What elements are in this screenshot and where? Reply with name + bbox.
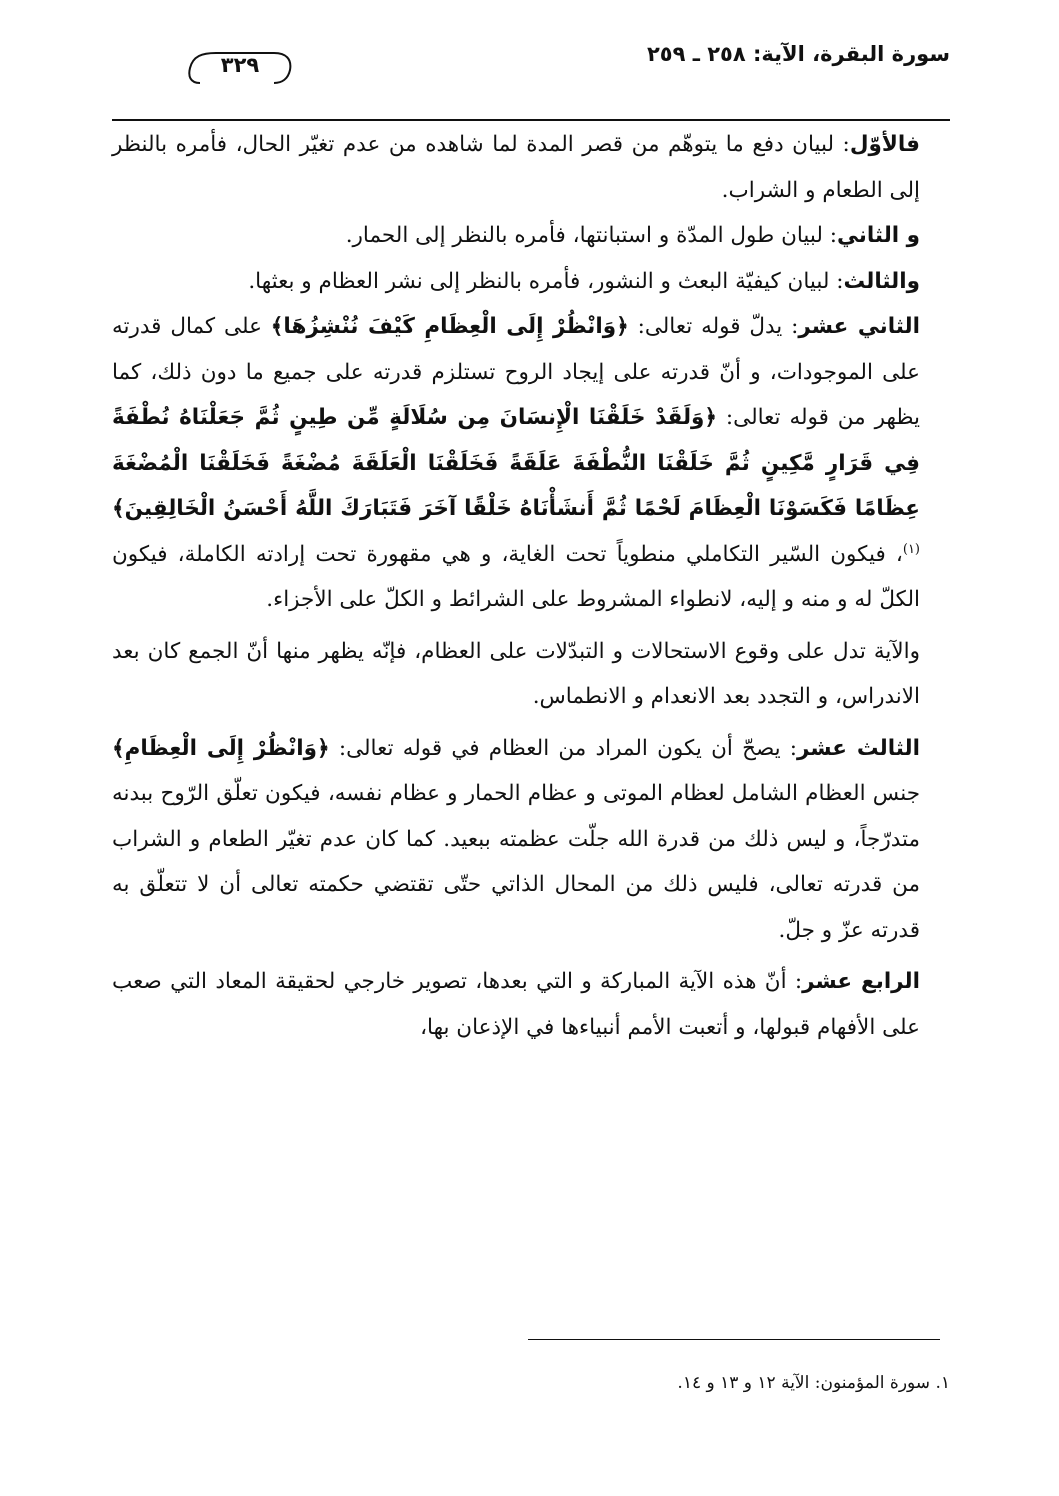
paragraph-lead: فالأوّل bbox=[849, 132, 920, 157]
paragraph-thirteenth bbox=[112, 726, 950, 954]
paragraph-verse-note bbox=[112, 629, 950, 720]
paragraph-text: والآية تدل على وقوع الاستحالات و التبدّلات على العظام، فإنّه يظهر منها أنّ الجمع كان بعد الاندراس، و التجدد بعد الانعدام و الانطماس. bbox=[112, 638, 920, 709]
paragraph-text: : لبيان كيفيّة البعث و النشور، فأمره بالنظر إلى نشر العظام و بعثها. bbox=[248, 268, 844, 294]
paragraph-third bbox=[112, 259, 950, 305]
quran-quote: ﴿وَانْظُرْ إِلَى الْعِظَامِ﴾ bbox=[112, 735, 330, 761]
paragraph-text: : أنّ هذه الآية المباركة و التي بعدها، تصوير خارجي لحقيقة المعاد التي صعب على الأفهام قبولها، و أتعبت الأمم أنبياءها في الإذعان بها، bbox=[112, 969, 920, 1040]
paragraph-lead: الثاني عشر bbox=[798, 314, 920, 339]
paragraph-text: : لبيان طول المدّة و استبانتها، فأمره بالنظر إلى الحمار. bbox=[345, 223, 838, 248]
paragraph-first bbox=[112, 122, 950, 213]
paragraph-lead: و الثاني bbox=[837, 223, 920, 248]
page-number-badge bbox=[186, 50, 294, 86]
paragraph-text: على كمال قدرته على الموجودات، و أنّ قدرته على إيجاد الروح تستلزم قدرته على جميع ما دون ذلك، كما يظهر من قوله تعالى: bbox=[112, 314, 920, 430]
paragraph-lead: الرابع عشر bbox=[802, 969, 921, 994]
page-header bbox=[112, 40, 950, 84]
paragraph-text: : يدلّ قوله تعالى: bbox=[628, 314, 799, 339]
paragraph-lead: الثالث عشر bbox=[797, 735, 920, 761]
paragraph-lead: والثالث bbox=[843, 268, 920, 294]
paragraph-text: ، فيكون السّير التكاملي منطوياً تحت الغاية، و هي مقهورة تحت إرادته الكاملة، فيكون الكلّ له و منه و إليه، لانطواء المشروط على الشرائط و الكلّ على الأجزاء. bbox=[112, 541, 920, 612]
header-rule bbox=[112, 119, 950, 121]
running-title: سورة البقرة، الآية: ٢٥٨ ـ ٢٥٩ bbox=[646, 42, 950, 66]
body-text bbox=[112, 122, 950, 1050]
paragraph-twelfth bbox=[112, 304, 950, 623]
paragraph-fourteenth bbox=[112, 959, 950, 1050]
paragraph-second bbox=[112, 213, 950, 259]
footnote-rule bbox=[528, 1339, 940, 1340]
quran-quote: ﴿وَانْظُرْ إِلَى الْعِظَامِ كَيْفَ نُنْشِزُهَا﴾ bbox=[270, 314, 629, 339]
footnote: ١. سورة المؤمنون: الآية ١٢ و ١٣ و ١٤. bbox=[677, 1373, 950, 1393]
footnote-reference[interactable]: (١) bbox=[902, 541, 920, 557]
paragraph-text: : لبيان دفع ما يتوهّم من قصر المدة لما شاهده من عدم تغيّر الحال، فأمره بالنظر إلى الطعام و الشراب. bbox=[112, 132, 920, 203]
quran-quote: ﴿وَلَقَدْ خَلَقْنَا الْإِنسَانَ مِن سُلَالَةٍ مِّن طِينٍ ثُمَّ جَعَلْنَاهُ نُطْفَةً فِي قَرَارٍ مَّكِينٍ ثُمَّ خَلَقْنَا النُّطْفَةَ عَلَقَةً فَخَلَقْنَا الْعَلَقَةَ مُضْغَةً فَخَلَقْنَا الْمُضْغَةَ عِظَامًا فَكَسَوْنَا الْعِظَامَ لَحْمًا ثُمَّ أَنشَأْنَاهُ خَلْقًا آخَرَ فَتَبَارَكَ اللَّهُ أَحْسَنُ الْخَالِقِينَ﴾ bbox=[112, 405, 920, 521]
page-number: ٣٢٩ bbox=[220, 53, 260, 77]
paragraph-text: : يصحّ أن يكون المراد من العظام في قوله تعالى: bbox=[329, 735, 798, 761]
paragraph-text: جنس العظام الشامل لعظام الموتى و عظام الحمار و عظام نفسه، فيكون تعلّق الرّوح ببدنه متدرّجاً، و ليس ذلك من قدرة الله جلّت عظمته ببعيد. كما كان عدم تغيّر الطعام و الشراب من قدرته تعالى، فليس ذلك من المحال الذاتي حتّى تقتضي حكمته تعالى أن لا تتعلّق به قدرته عزّ و جلّ. bbox=[112, 781, 920, 943]
